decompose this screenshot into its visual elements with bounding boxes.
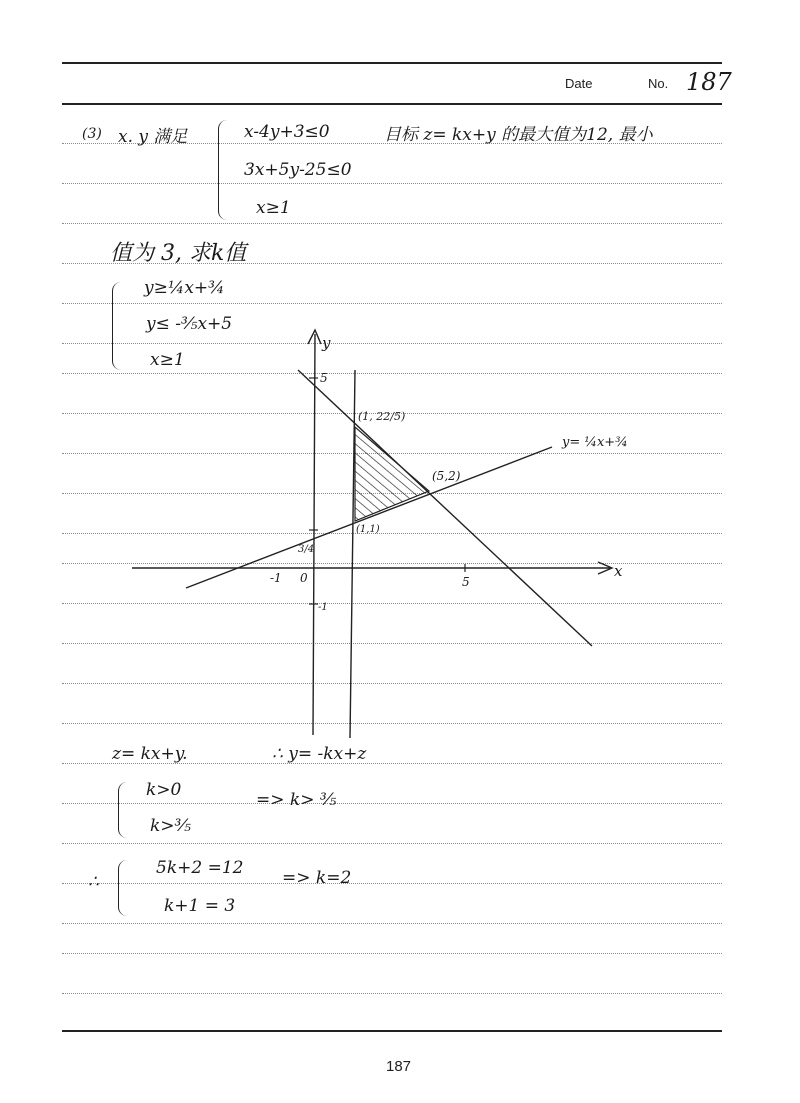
label-neg1-y: -1 bbox=[318, 602, 328, 613]
label-point-a: (1, 22/5) bbox=[358, 410, 406, 423]
date-label: Date bbox=[565, 76, 593, 91]
label-point-b: (5,2) bbox=[432, 469, 461, 483]
problem-line-2: 值为 3, 求k值 bbox=[110, 241, 247, 266]
z-definition: z= kx+y. bbox=[112, 744, 188, 764]
objective-text: 目标 z= kx+y 的最大值为12, 最小 bbox=[384, 125, 653, 145]
label-line: y= ¼x+¾ bbox=[562, 435, 628, 450]
rewritten-1: y≥¼x+¾ bbox=[144, 278, 225, 298]
label-half: 3/4 bbox=[298, 544, 315, 555]
no-label: No. bbox=[648, 76, 669, 91]
constraint-2: 3x+5y-25≤0 bbox=[244, 160, 352, 180]
label-neg1: -1 bbox=[270, 571, 282, 585]
label-5-top: 5 bbox=[320, 371, 328, 385]
constraint-1: x-4y+3≤0 bbox=[244, 122, 330, 142]
footer-page-number: 187 bbox=[386, 1058, 412, 1075]
y-axis bbox=[313, 334, 315, 735]
therefore-symbol: ∴ bbox=[88, 872, 99, 892]
equation-2: k+1 = 3 bbox=[164, 896, 236, 916]
constraint-3: x≥1 bbox=[256, 198, 291, 218]
z-rearranged: ∴ y= -kx+z bbox=[272, 744, 367, 764]
condition-1: k>0 bbox=[146, 780, 182, 800]
problem-number: (3) bbox=[82, 126, 102, 142]
equation-brace bbox=[118, 860, 127, 916]
equation-result: => k=2 bbox=[282, 868, 352, 888]
condition-brace bbox=[118, 782, 127, 838]
page-number-handwritten: 187 bbox=[686, 68, 732, 96]
x-axis-label: x bbox=[614, 562, 623, 580]
rewritten-2: y≤ -⅗x+5 bbox=[146, 314, 233, 334]
feasible-region bbox=[355, 427, 429, 521]
label-origin: 0 bbox=[300, 571, 308, 585]
line-upper-bound bbox=[298, 370, 592, 646]
condition-2: k>⅗ bbox=[150, 816, 192, 836]
y-axis-label: y bbox=[322, 334, 331, 352]
equation-1: 5k+2 =12 bbox=[156, 858, 244, 878]
rewritten-3: x≥1 bbox=[150, 350, 185, 370]
problem-intro: x. y 满足 bbox=[118, 127, 188, 147]
line-x-equals-1 bbox=[350, 370, 355, 738]
label-5-x: 5 bbox=[462, 575, 470, 589]
label-point-c: (1,1) bbox=[356, 524, 380, 535]
condition-result: => k> ⅗ bbox=[256, 790, 337, 810]
